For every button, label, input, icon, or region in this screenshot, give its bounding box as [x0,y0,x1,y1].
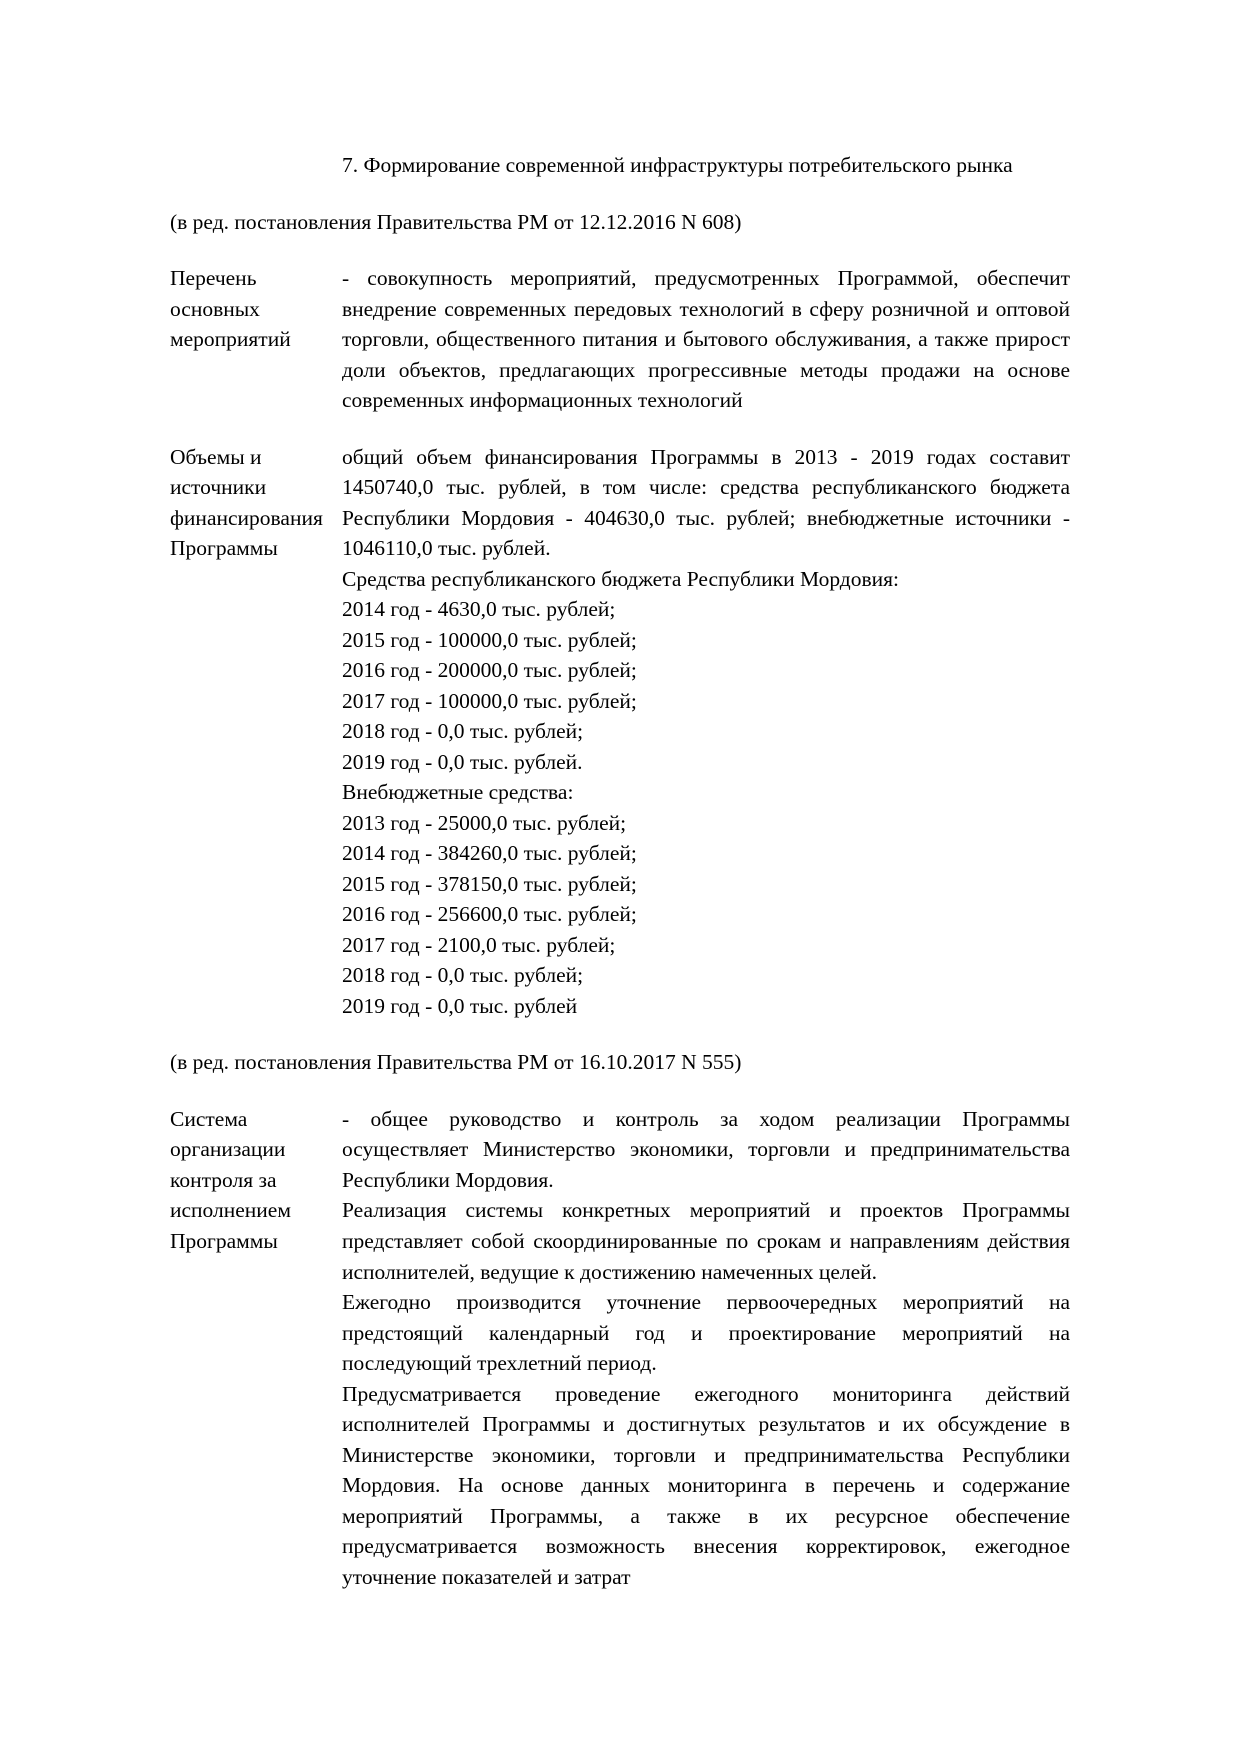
section-label-line: Объемы и [170,444,262,469]
section-content [342,1104,1070,1592]
section-label [170,1104,342,1257]
section-content [342,263,1070,416]
section-label-line: Программы [170,1228,278,1253]
section-label-line: организации [170,1137,286,1162]
page-heading: 7. Формирование современной инфраструктуры потребительского рынка [342,153,1013,177]
section-label-line: источники [170,475,267,500]
funding-line: 2016 год - 256600,0 тыс. рублей; [342,902,637,927]
editorial-note-2: (в ред. постановления Правительства РМ от 16.10.2017 N 555) [170,1050,742,1075]
funding-line: 2013 год - 25000,0 тыс. рублей; [342,810,627,835]
funding-line: 2014 год - 384260,0 тыс. рублей; [342,841,637,866]
funding-line: 2018 год - 0,0 тыс. рублей; [342,719,584,744]
funding-line: 2017 год - 100000,0 тыс. рублей; [342,688,637,713]
section-label-line: Программы [170,536,278,561]
section-paragraph: Предусматривается проведение ежегодного мониторинга действий исполнителей Программы и достигнутых результатов и их обсуждение в Министерстве экономики, торговли и предпринимательства Республики Мордовия. На основе данных мониторинга в перечень и содержание мероприятий Программы, а также в их ресурсное обеспечение предусматривается возможность внесения корректировок, ежегодное уточнение показателей и затрат [342,1381,1070,1589]
section-label-line: финансирования [170,505,323,530]
funding-line: 2014 год - 4630,0 тыс. рублей; [342,597,616,622]
editorial-note-1: (в ред. постановления Правительства РМ от 12.12.2016 N 608) [170,209,742,234]
funding-line: 2018 год - 0,0 тыс. рублей; [342,963,584,988]
funding-line: 2015 год - 100000,0 тыс. рублей; [342,627,637,652]
funding-line: Средства республиканского бюджета Республики Мордовия: [342,566,899,591]
section-label-line: контроля за [170,1167,277,1192]
section-list-of-measures [170,263,1070,416]
funding-line: 2019 год - 0,0 тыс. рублей. [342,749,583,774]
section-label [170,442,342,564]
funding-line: 2019 год - 0,0 тыс. рублей [342,993,578,1018]
section-label-line: мероприятий [170,327,291,352]
section-control-system [170,1104,1070,1592]
section-paragraph: общий объем финансирования Программы в 2013 - 2019 годах составит 1450740,0 тыс. рублей, в том числе: средства республиканского бюджета Республики Мордовия - 404630,0 тыс. рублей; внебюджетные источники - 1046110,0 тыс. рублей. [342,444,1070,561]
section-content [342,442,1070,1022]
section-label [170,263,342,355]
section-paragraph: Ежегодно производится уточнение первоочередных мероприятий на предстоящий календарный год и проектирование мероприятий на последующий трехлетний период. [342,1290,1070,1376]
section-label-line: основных [170,296,260,321]
section-paragraph: - общее руководство и контроль за ходом реализации Программы осуществляет Министерство экономики, торговли и предпринимательства Республики Мордовия. [342,1106,1070,1192]
section-paragraph: - совокупность мероприятий, предусмотренных Программой, обеспечит внедрение современных передовых технологий в сферу розничной и оптовой торговли, общественного питания и бытового обслуживания, а также прирост доли объектов, предлагающих прогрессивные методы продажи на основе современных информационных технологий [342,266,1070,413]
section-funding-volumes [170,442,1070,1022]
funding-line: Внебюджетные средства: [342,780,574,805]
funding-line: 2016 год - 200000,0 тыс. рублей; [342,658,637,683]
funding-line: 2015 год - 378150,0 тыс. рублей; [342,871,637,896]
section-label-line: Перечень [170,266,257,291]
section-label-line: исполнением [170,1198,291,1223]
funding-line: 2017 год - 2100,0 тыс. рублей; [342,932,616,957]
section-label-line: Система [170,1106,248,1131]
section-paragraph: Реализация системы конкретных мероприятий и проектов Программы представляет собой скоординированные по срокам и направлениям действия исполнителей, ведущие к достижению намеченных целей. [342,1198,1070,1284]
